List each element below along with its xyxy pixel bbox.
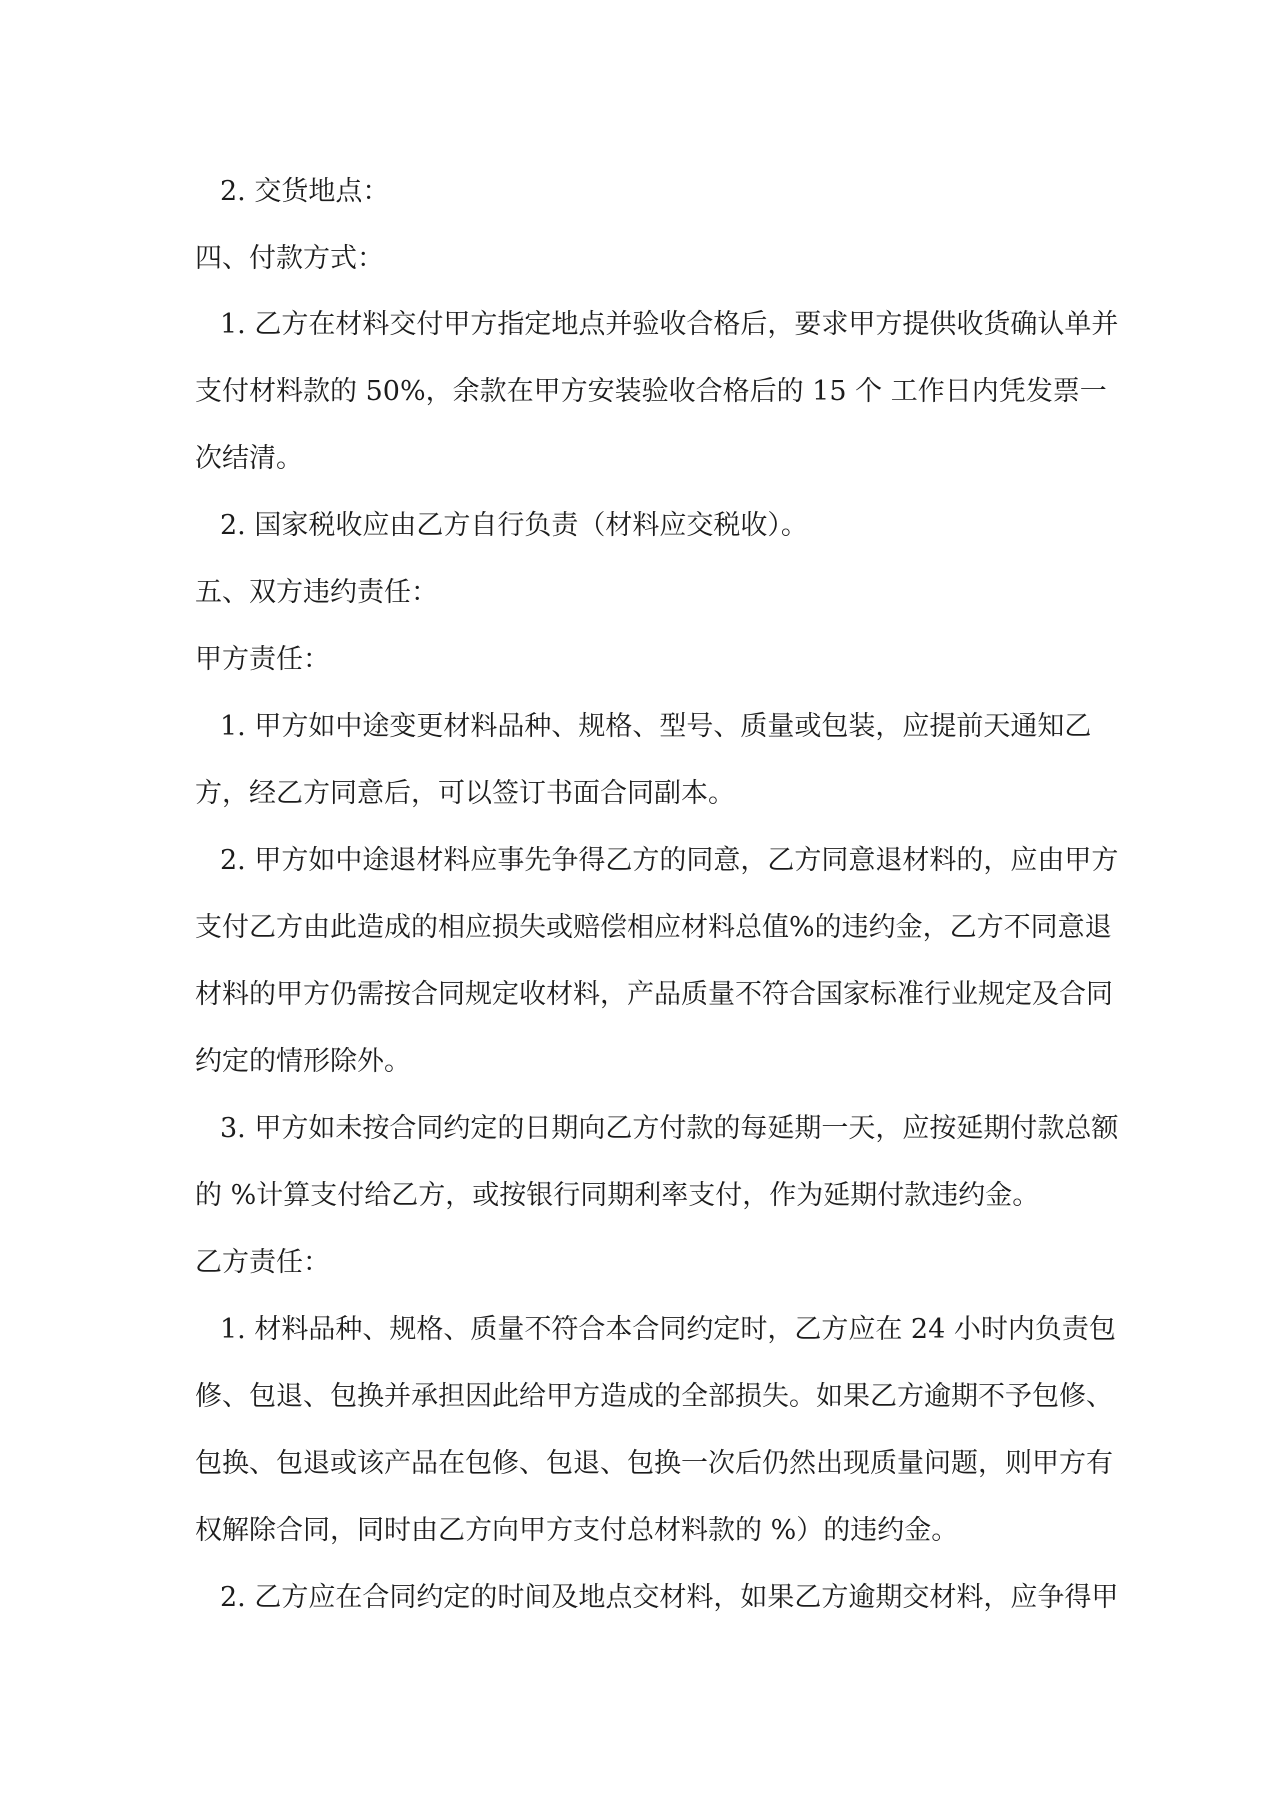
text-line: 支付乙方由此造成的相应损失或赔偿相应材料总值%的违约金，乙方不同意退 xyxy=(195,912,1112,943)
text-line: 次结清。 xyxy=(195,443,303,474)
subheading-party-a: 甲方责任： xyxy=(195,644,330,675)
text-line: 权解除合同，同时由乙方向甲方支付总材料款的 %）的违约金。 xyxy=(195,1515,959,1546)
text-line: 1. 乙方在材料交付甲方指定地点并验收合格后，要求甲方提供收货确认单并 xyxy=(220,309,1119,340)
text-line-delivery-place: 2. 交货地点： xyxy=(220,176,390,207)
text-line: 1. 材料品种、规格、质量不符合本合同约定时，乙方应在 24 小时内负责包 xyxy=(220,1314,1116,1345)
text-line: 材料的甲方仍需按合同规定收材料，产品质量不符合国家标准行业规定及合同 xyxy=(195,979,1113,1010)
text-line: 2. 国家税收应由乙方自行负责（材料应交税收）。 xyxy=(220,510,808,541)
subheading-party-b: 乙方责任： xyxy=(195,1247,330,1278)
text-line: 2. 乙方应在合同约定的时间及地点交材料，如果乙方逾期交材料，应争得甲 xyxy=(220,1582,1119,1613)
text-line: 2. 甲方如中途退材料应事先争得乙方的同意，乙方同意退材料的，应由甲方 xyxy=(220,845,1119,876)
text-line: 的 %计算支付给乙方，或按银行同期利率支付，作为延期付款违约金。 xyxy=(195,1180,1040,1211)
text-line: 3. 甲方如未按合同约定的日期向乙方付款的每延期一天，应按延期付款总额 xyxy=(220,1113,1119,1144)
text-line: 1. 甲方如中途变更材料品种、规格、型号、质量或包装，应提前天通知乙 xyxy=(220,711,1092,742)
section-heading-liability: 五、双方违约责任： xyxy=(195,577,438,608)
section-heading-payment: 四、付款方式： xyxy=(195,243,384,274)
text-line: 约定的情形除外。 xyxy=(195,1046,411,1077)
text-line: 方，经乙方同意后，可以签订书面合同副本。 xyxy=(195,778,735,809)
text-line: 支付材料款的 50%，余款在甲方安装验收合格后的 15 个 工作日内凭发票一 xyxy=(195,376,1107,407)
text-line: 修、包退、包换并承担因此给甲方造成的全部损失。如果乙方逾期不予包修、 xyxy=(195,1381,1113,1412)
text-line: 包换、包退或该产品在包修、包退、包换一次后仍然出现质量问题，则甲方有 xyxy=(195,1448,1113,1479)
